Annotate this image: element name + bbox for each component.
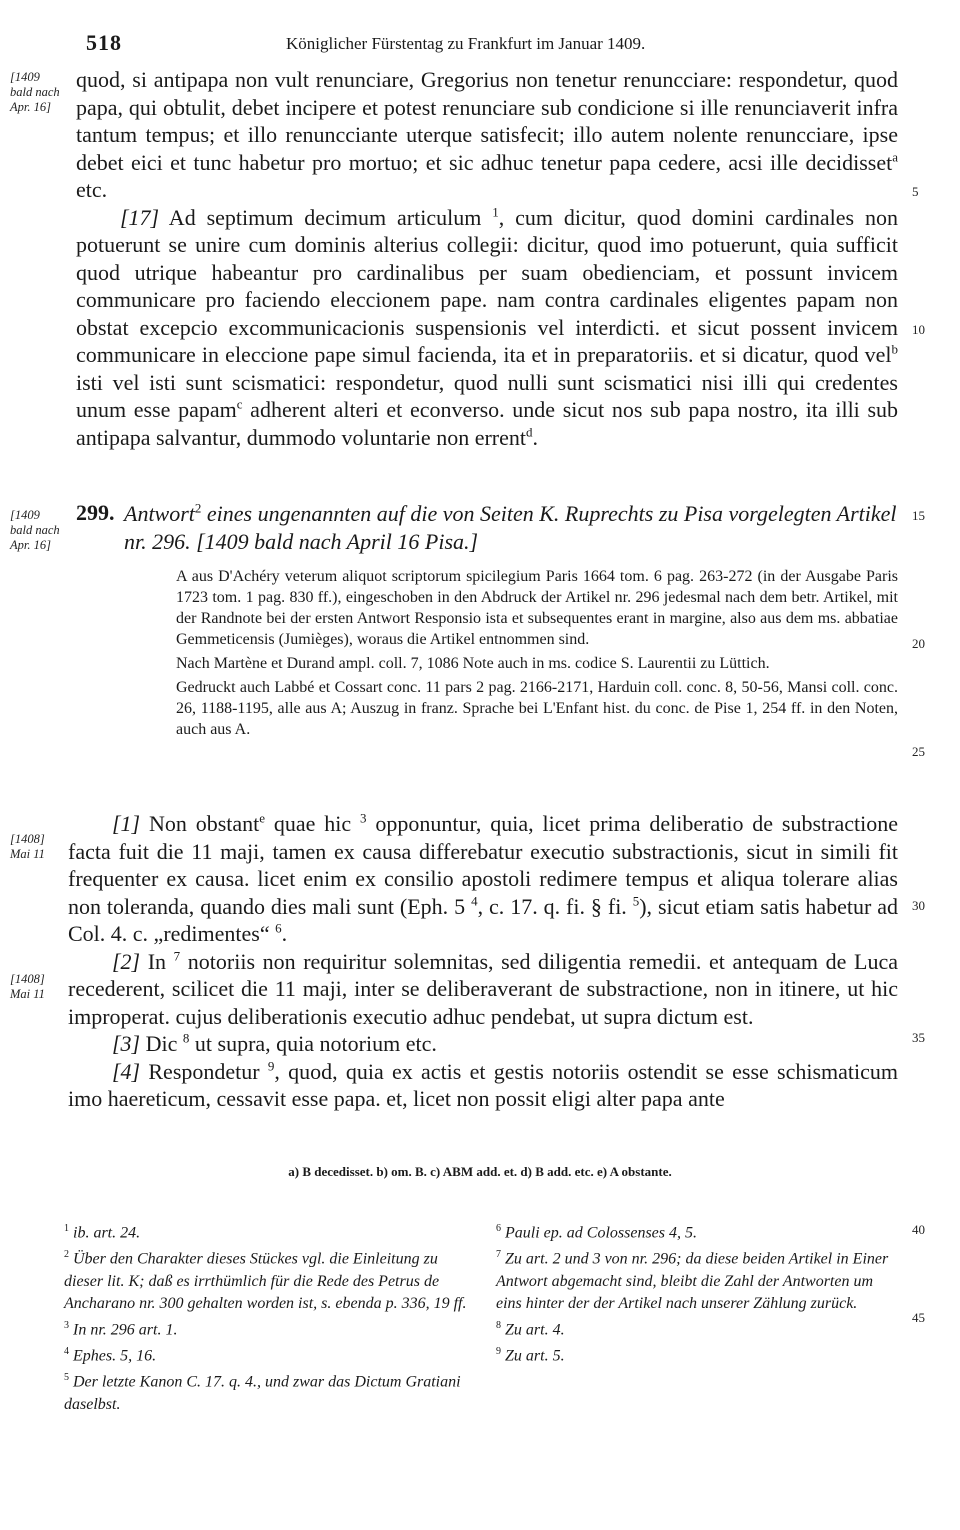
page-number: 518 [86, 30, 122, 55]
running-head [0, 30, 960, 60]
margin-date-note: [1409 bald nach Apr. 16] [10, 70, 60, 114]
footnote: $^3$ In nr. 296 art. 1. [64, 1319, 178, 1338]
source-note: A aus D'Achéry veterum aliquot scriptorum spicilegium Paris 1664 tom. 6 pag. 263-272 (in der Ausgabe Paris 1723 tom. 1 pag. 830 ff.), eingeschoben in den Abdruck der Artikel nr. 296 jedesmal nach dem betr. Artikel, mit der Randnote bei der ersten Antwort Responsio ista et subsequentes erant in margine, also aus dem ms. abbatiae Gemmeticensis (Jumièges), woraus die Artikel entnommen sind. [176, 568, 898, 648]
footnotes-left [64, 1218, 472, 1416]
entry-title: Antwort$^2$ eines ungenannten auf die von Seiten K. Ruprechts zu Pisa vorgelegten Artikel nr. 296. [1409 bald nach April 16 Pisa.] [124, 500, 897, 554]
footnote: $^9$ Zu art. 5. [496, 1345, 565, 1365]
footnote: $^2$ Über den Charakter dieses Stückes vgl. die Einleitung zu dieser lit. K; daß es irrthümlich für die Rede des Petrus de Ancharano nr. 300 gehalten worden ist, s. ebenda p. 336, 19 ff. [64, 1249, 467, 1312]
line-number: 30 [912, 898, 925, 913]
paragraph: [1] Non obstant$^e$ quae hic $^3$ opponuntur, quia, licet prima deliberatio de substractione facta fuit die 11 maji, tamen ex causa differebatur executio substractionis, sicut in simili fit frequenter ex causa. licet enim ex consilio apostoli redimere tempus et aliqua tolerare alias non toleranda, quando dies mali sunt (Eph. 5 $^4$, c. 17. q. fi. § fi. $^5$), sicut etiam satis habetur ad Col. 4. c. „redimentes“ $^6$. [68, 810, 898, 946]
line-number: 45 [912, 1310, 925, 1325]
main-text-block [76, 66, 898, 451]
paragraph: [17] Ad septimum decimum articulum $^1$, cum dicitur, quod domini cardinales non potuerunt se unire cum dominis alterius collegii: dicitur, quod imo potuerunt, quia sufficit quod utrique habeantur pro cardinalibus per suam obedienciam, et possunt invicem communicare pro faciendo eleccionem pape. nam contra cardinales eligentes papam non obstat excepcio excommunicacionis suspensionis vel interdicti. et sicut possent invicem communicare in eleccione pape simul facienda, ita et in preparatoriis. et si dicatur, quod vel$^b$ isti vel isti sunt scismatici: respondetur, quod nulli sunt scismatici nisi illi qui credentes unum esse papam$^c$ adherent alteri et econverso. unde sicut nos sub papa nostro, ita illi sub antipapa salvantur, dummodo voluntarie non errent$^d$. [76, 204, 899, 450]
footnotes-right [496, 1218, 896, 1367]
source-note: Nach Martène et Durand ampl. coll. 7, 1086 Note auch in ms. codice S. Laurentii zu Lüttich. [176, 655, 770, 672]
entry-number: 299. [76, 500, 115, 525]
line-number: 20 [912, 636, 925, 651]
footnote: $^8$ Zu art. 4. [496, 1319, 565, 1338]
main-text-block [68, 810, 898, 1113]
line-number: 25 [912, 744, 925, 759]
line-number: 10 [912, 322, 925, 337]
line-number: 15 [912, 508, 925, 523]
source-note: Gedruckt auch Labbé et Cossart conc. 11 pars 2 pag. 2166-2171, Harduin coll. conc. 8, 50-56, Mansi coll. conc. 26, 1188-1195, alle aus A; Auszug in franz. Sprache bei L'Enfant hist. du conc. de Pise 1, 254 ff. in den Noten, auch aus A. [176, 679, 898, 738]
margin-date-note: [1409 bald nach Apr. 16] [10, 508, 60, 552]
line-number: 35 [912, 1030, 925, 1045]
footnote: $^5$ Der letzte Kanon C. 17. q. 4., und zwar das Dictum Gratiani daselbst. [64, 1372, 461, 1413]
source-notes [176, 566, 898, 743]
paragraph: [3] Dic $^8$ ut supra, quia notorium etc. [112, 1030, 437, 1056]
variant-readings: a) B decedisset. b) om. B. c) ABM add. et. d) B add. etc. e) A obstante. [288, 1164, 672, 1179]
paragraph: quod, si antipapa non vult renunciare, Gregorius non tenetur renuncciare: respondetur, quod papa, qui obtulit, debet incipere et potest renunciare sub condicione si ille renunciaverit infra tantum tempus; et illo renuncciante uterque satisfecit; illo autem nolente renuncciare, ipse debet eici et tunc habetur pro mortuo; et sic adhuc tenetur papa cedere, acsi ille decidisset$^a$ etc. [76, 67, 898, 202]
footnote: $^4$ Ephes. 5, 16. [64, 1345, 157, 1365]
footnote: $^6$ Pauli ep. ad Colossenses 4, 5. [496, 1223, 697, 1242]
margin-date-note: [1408] Mai 11 [10, 972, 45, 1001]
margin-date-note: [1408] Mai 11 [10, 832, 45, 861]
line-number: 40 [912, 1222, 925, 1237]
paragraph: [2] In $^7$ notoriis non requiritur solemnitas, sed diligentia remedii. et antequam de Luca recederent, scilicet die 11 maji, inter se deliberaverant de substractione, non in itinere, ut hic improperat. cujus deliberationis executio adhuc pendebat, ut supra dictum est. [68, 948, 898, 1029]
line-number: 5 [912, 184, 919, 199]
footnote: $^7$ Zu art. 2 und 3 von nr. 296; da diese beiden Artikel in Einer Antwort abgemacht sind, bleibt die Zahl der Antworten um eins hinter der der Artikel nach unserer Zählung zurück. [496, 1249, 889, 1312]
paragraph: [4] Respondetur $^9$, quod, quia ex actis et gestis notoriis ostendit se esse schismaticum imo haereticum, cessavit esse papa. et, licet non possit eligi alter papa ante [68, 1058, 899, 1111]
footnote: $^1$ ib. art. 24. [64, 1223, 141, 1242]
running-title: Königlicher Fürstentag zu Frankfurt im Januar 1409. [286, 34, 646, 53]
